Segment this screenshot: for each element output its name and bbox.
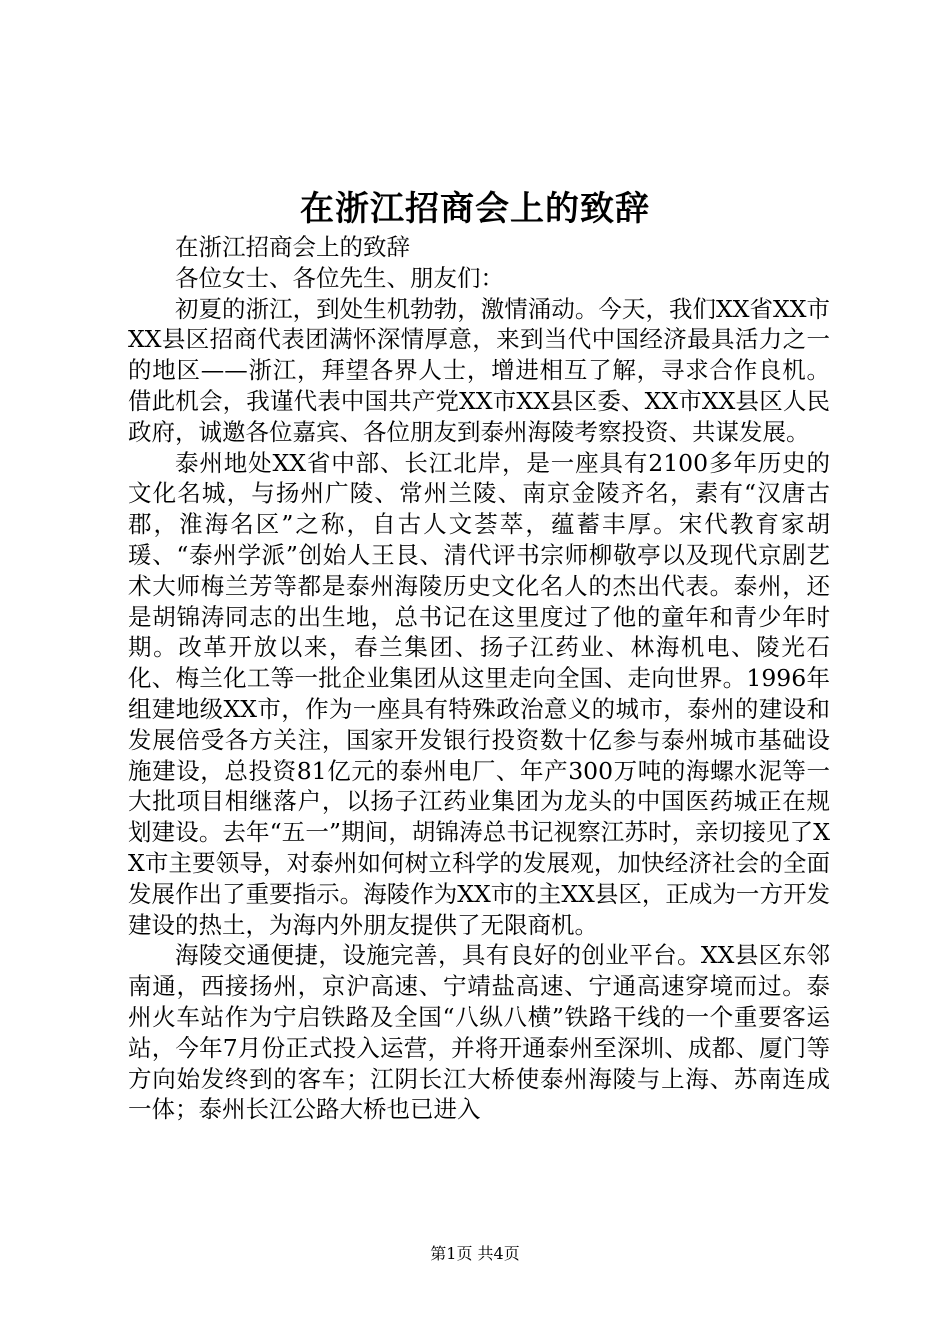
document-title: 在浙江招商会上的致辞 xyxy=(300,189,650,229)
paragraph-salutation: 各位女士、各位先生、朋友们： xyxy=(175,263,504,292)
document-body xyxy=(128,232,830,1125)
paragraph-city-intro: 泰州地处XX省中部、长江北岸，是一座具有2100多年历史的文化名城，与扬州广陵、常州兰陵、南京金陵齐名，素有“汉唐古郡，淮海名区”之称，自古人文荟萃，蕴蓄丰厚。宋代教育家胡瑗、“泰州学派”创始人王艮、清代评书宗师柳敬亭以及现代京剧艺术大师梅兰芳等都是泰州海陵历史文化名人的杰出代表。泰州，还是胡锦涛同志的出生地，总书记在这里度过了他的童年和青少年时期。改革开放以来，春兰集团、扬子江药业、林海机电、陵光石化、梅兰化工等一批企业集团从这里走向全国、走向世界。1996年组建地级XX市，作为一座具有特殊政治意义的城市，泰州的建设和发展倍受各方关注，国家开发银行投资数十亿参与泰州城市基础设施建设，总投资81亿元的泰州电厂、年产300万吨的海螺水泥等一大批项目相继落户，以扬子江药业集团为龙头的中国医药城正在规划建设。去年“五一”期间，胡锦涛总书记视察江苏时，亲切接见了XX市主要领导，对泰州如何树立科学的发展观，加快经济社会的全面发展作出了重要指示。海陵作为XX市的主XX县区，正成为一方开发建设的热土，为海内外朋友提供了无限商机。 xyxy=(128,448,830,939)
paragraph-opening: 初夏的浙江，到处生机勃勃，激情涌动。今天，我们XX省XX市XX县区招商代表团满怀深情厚意，来到当代中国经济最具活力之一的地区——浙江，拜望各界人士，增进相互了解，寻求合作良机。借此机会，我谨代表中国共产党XX市XX县区委、XX市XX县区人民政府，诚邀各位嘉宾、各位朋友到泰州海陵考察投资、共谋发展。 xyxy=(128,294,830,446)
page-footer: 第1页 共4页 xyxy=(430,1244,520,1263)
paragraph-heading: 在浙江招商会上的致辞 xyxy=(175,233,410,261)
paragraph-transport: 海陵交通便捷，设施完善，具有良好的创业平台。XX县区东邻南通，西接扬州，京沪高速、宁靖盐高速、宁通高速穿境而过。泰州火车站作为宁启铁路及全国“八纵八横”铁路干线的一个重要客运站，今年7月份正式投入运营，并将开通泰州至深圳、成都、厦门等方向始发终到的客车；江阴长江大桥使泰州海陵与上海、苏南连成一体；泰州长江公路大桥也已进入 xyxy=(128,941,830,1124)
